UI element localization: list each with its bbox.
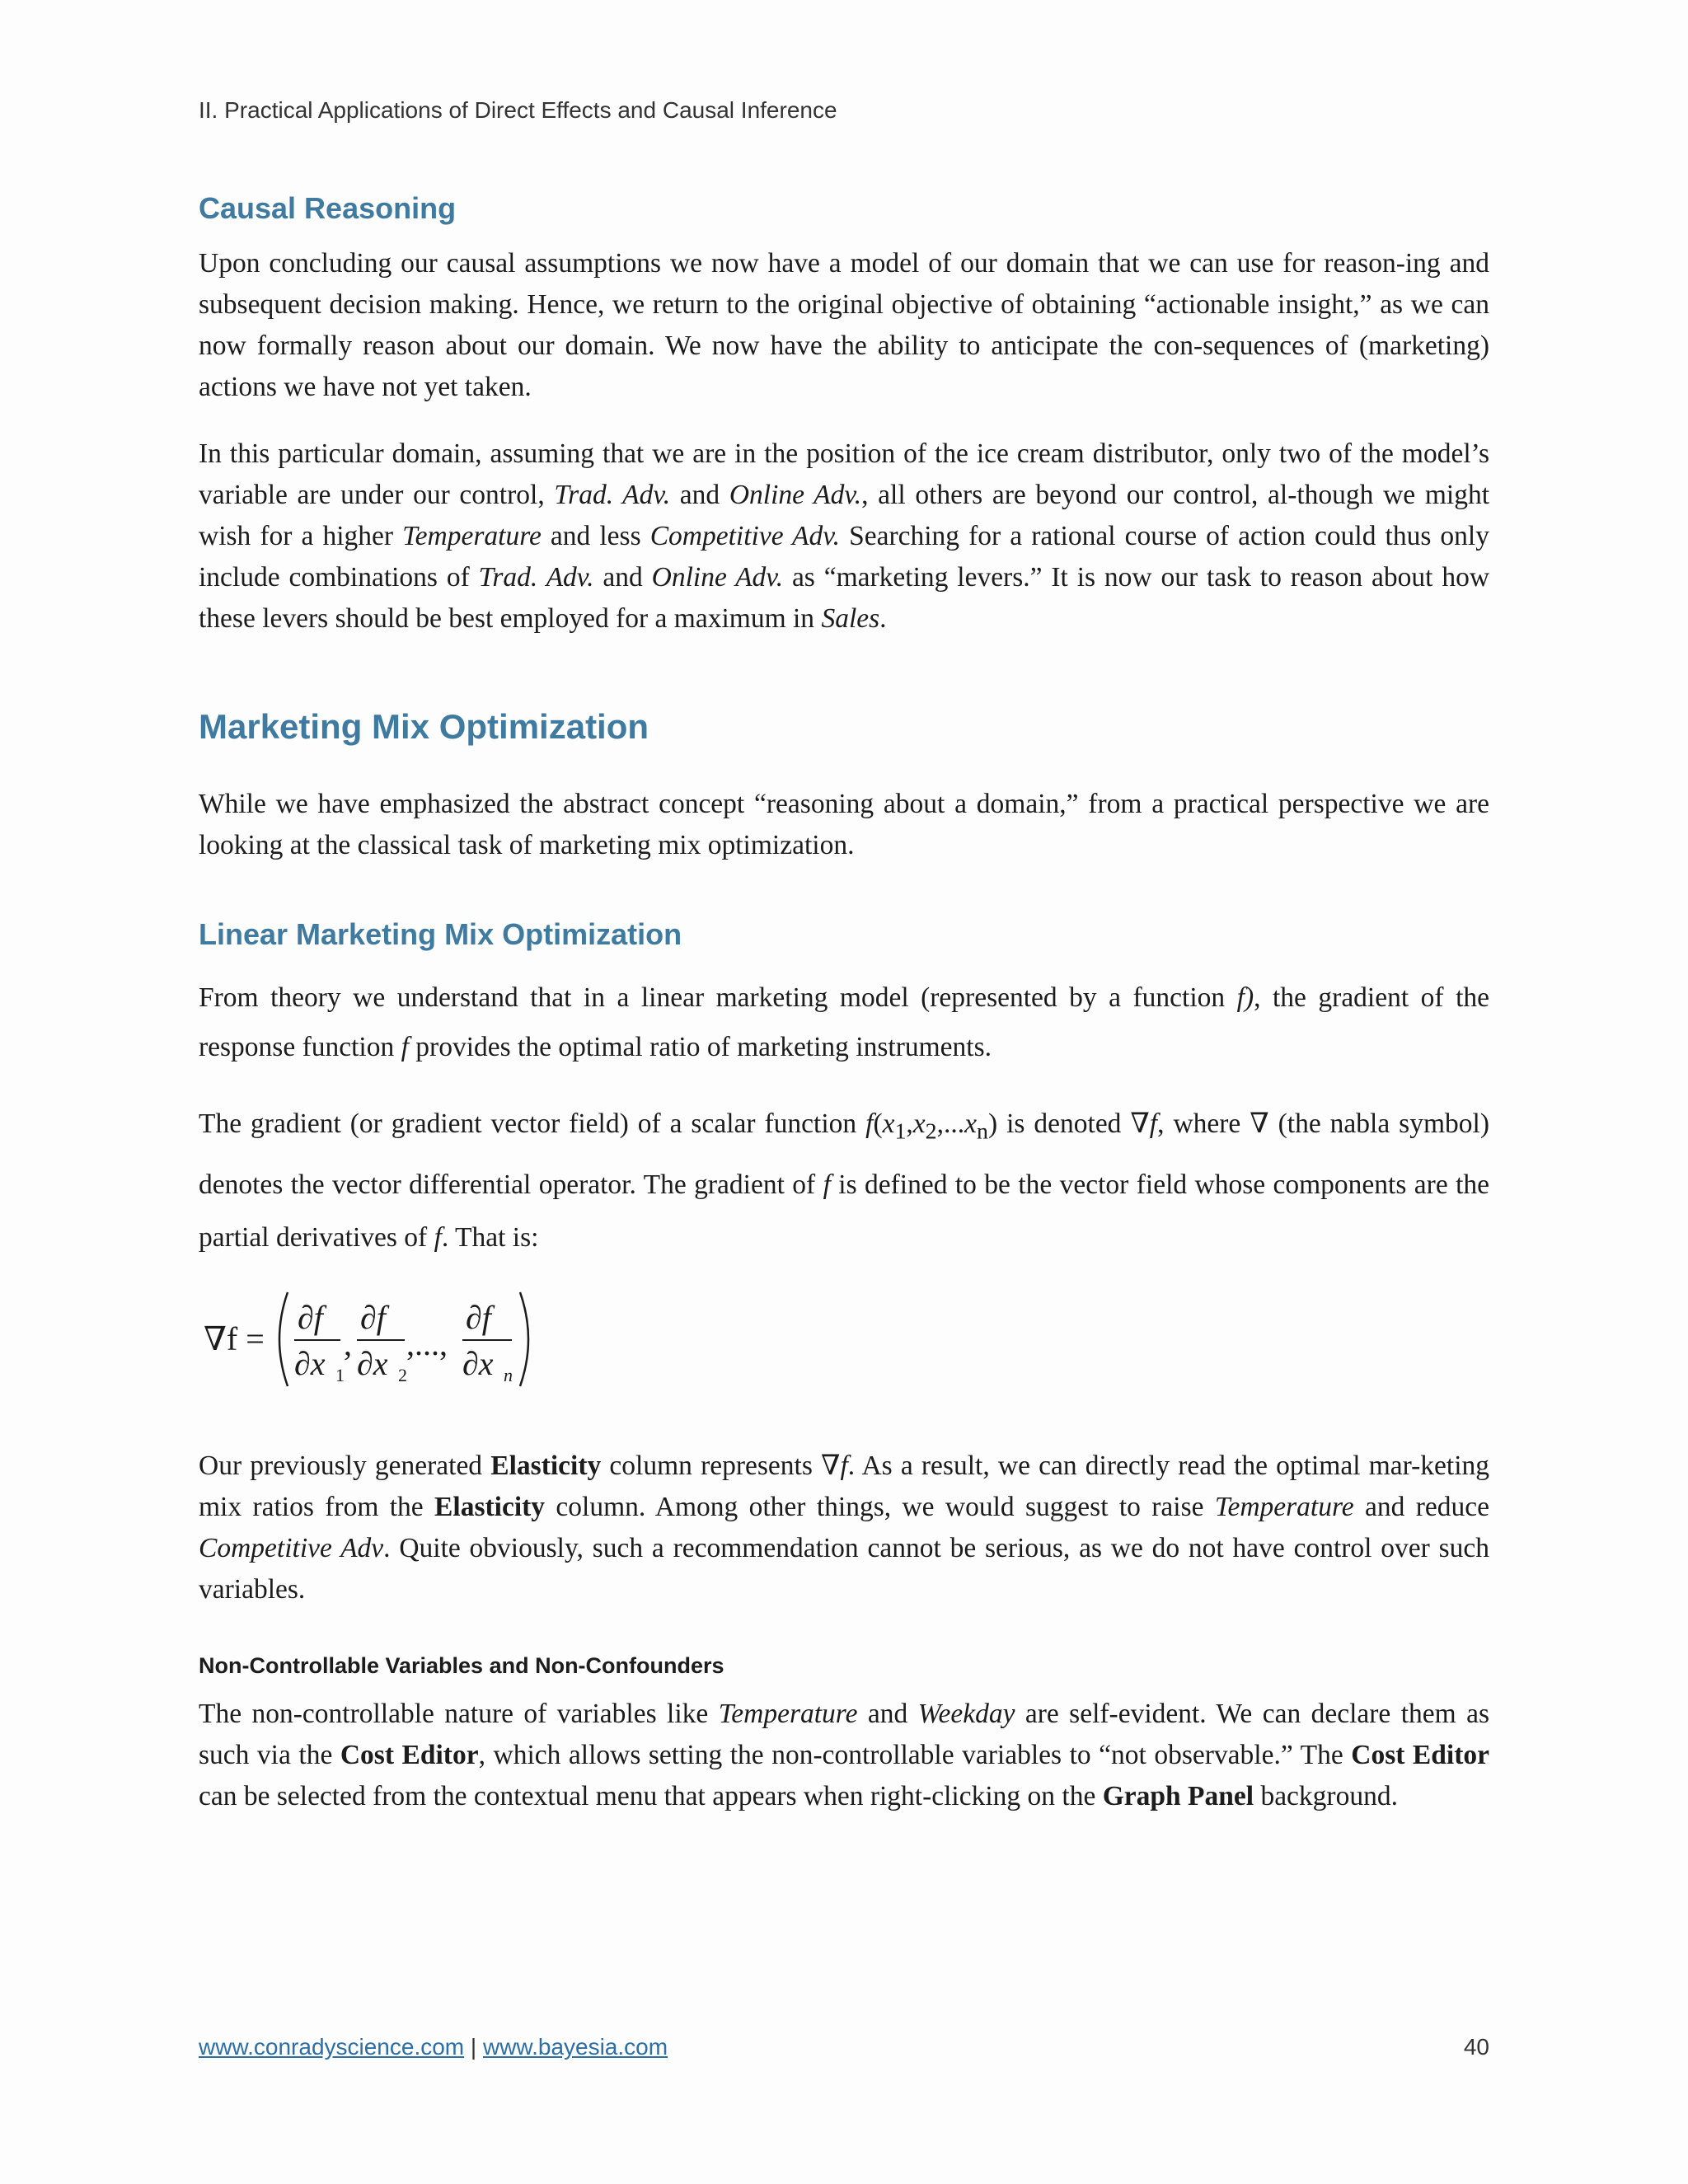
formula-subscript-n: n <box>504 1365 513 1385</box>
formula-numerator-n: ∂f <box>466 1299 491 1336</box>
formula-left-paren <box>279 1292 288 1386</box>
paragraph-linear-mix-1: From theory we understand that in a linear marketing model (represented by a function f), the gradient of the response function f provides the optimal ratio of marketing instruments. <box>199 982 1489 1062</box>
formula-subscript-2: 2 <box>398 1365 407 1385</box>
formula-ellipsis: ,..., <box>406 1325 448 1362</box>
paragraph-linear-mix-2: The gradient (or gradient vector field) of a scalar function $f(x_1,x_2,...x_n)$ is denoted ∇f, where ∇ (the nabla symbol) denotes the vector differential operator. The gradient of f is defined to be the vector field whose components are the partial derivatives of f. That is: <box>199 1108 1490 1253</box>
section-heading-linear-mix: Linear Marketing Mix Optimization <box>199 917 682 951</box>
running-head: II. Practical Applications of Direct Effects and Causal Inference <box>199 97 837 123</box>
formula-denominator-1: ∂x <box>294 1345 326 1382</box>
footer-separator: | <box>464 2034 483 2060</box>
footer-links <box>199 2034 668 2060</box>
formula-numerator-1: ∂f <box>298 1299 323 1336</box>
paragraph-non-controllable: The non-controllable nature of variables like Temperature and Weekday are self-evident. We can declare them as such via the Cost Editor, which allows setting the non-controllable variables to “not observable.” The Cost Editor can be selected from the contextual menu that appears when right-clicking on the Graph Panel background. <box>199 1699 1490 1811</box>
paragraph-linear-mix-3: Our previously generated Elasticity column represents ∇f. As a result, we can directly read the optimal mar-keting mix ratios from the Elasticity column. Among other things, we would suggest to raise Temperature and reduce Competitive Adv. Quite obviously, such a recommendation cannot be serious, as we do not have control over such variables. <box>199 1451 1489 1605</box>
formula-denominator-n: ∂x <box>462 1345 494 1382</box>
formula-denominator-2: ∂x <box>357 1345 388 1382</box>
page-number: 40 <box>1463 2034 1489 2060</box>
paragraph-marketing-mix: While we have emphasized the abstract concept “reasoning about a domain,” from a practical perspective we are looking at the classical task of marketing mix optimization. <box>199 789 1489 860</box>
footer-link-conradyscience[interactable]: www.conradyscience.com <box>199 2034 465 2060</box>
gradient-formula <box>199 1286 545 1393</box>
formula-right-paren <box>520 1292 528 1386</box>
paragraph-causal-reasoning-1: Upon concluding our causal assumptions we now have a model of our domain that we can use for reason-ing and subsequent decision making. Hence, we return to the original objective of obtaining “actionable insight,” as we can now formally reason about our domain. We now have the ability to anticipate the con-sequences of (marketing) actions we have not yet taken. <box>199 248 1489 402</box>
footer-link-bayesia[interactable]: www.bayesia.com <box>482 2034 668 2060</box>
section-heading-causal-reasoning: Causal Reasoning <box>199 191 457 225</box>
formula-numerator-2: ∂f <box>360 1299 386 1336</box>
formula-subscript-1: 1 <box>335 1365 345 1385</box>
paragraph-causal-reasoning-2: In this particular domain, assuming that we are in the position of the ice cream distributor, only two of the model’s variable are under our control, Trad. Adv. and Online Adv., all others are beyond our control, al-though we might wish for a higher Temperature and less Competitive Adv. Searching for a rational course of action could thus only include combinations of Trad. Adv. and Online Adv. as “marketing levers.” It is now our task to reason about how these levers should be best employed for a maximum in Sales. <box>199 438 1490 634</box>
formula-lhs: ∇f = <box>204 1320 265 1357</box>
subsection-heading-non-controllable: Non-Controllable Variables and Non-Confounders <box>199 1653 724 1678</box>
formula-comma-1: , <box>344 1325 352 1362</box>
section-heading-marketing-mix: Marketing Mix Optimization <box>199 707 649 746</box>
